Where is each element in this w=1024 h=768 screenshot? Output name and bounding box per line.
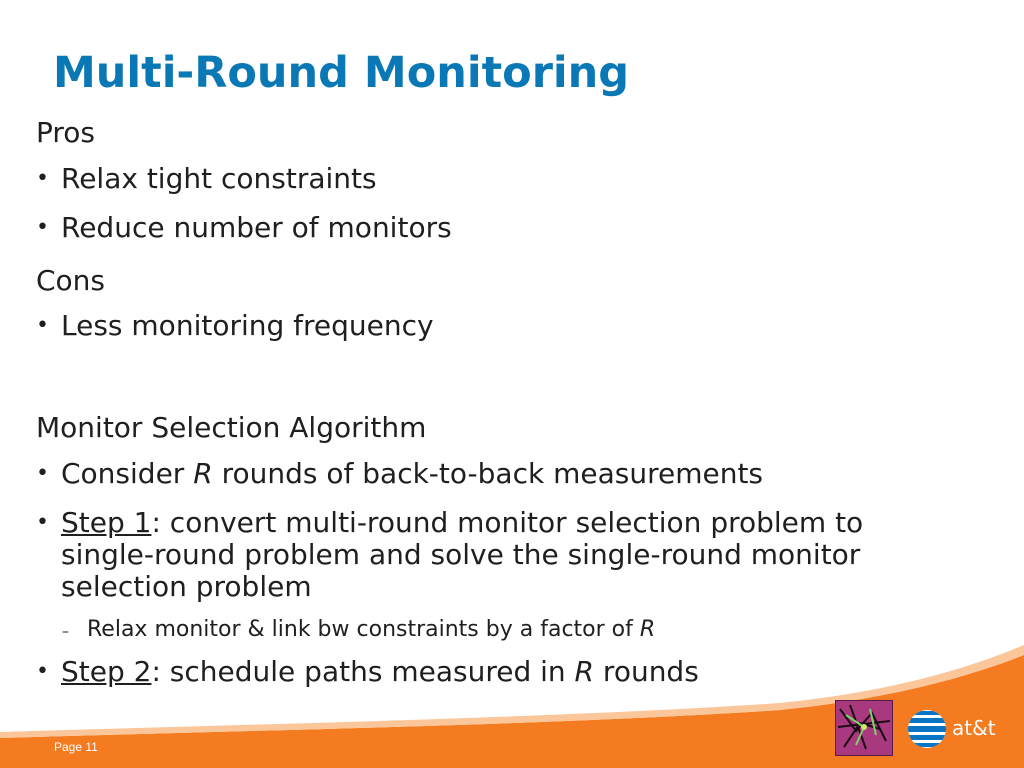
r-variable: R — [574, 655, 595, 688]
bullet-text-post: rounds of back-to-back measurements — [212, 457, 764, 490]
cons-heading: Cons — [36, 264, 106, 297]
r-variable: R — [639, 617, 656, 642]
page-number: Page 11 — [54, 740, 98, 754]
bullet-text: Relax tight constraints — [61, 162, 377, 195]
bullet-marker: • — [36, 215, 49, 240]
dash-marker: – — [62, 624, 69, 640]
bullet-marker: • — [36, 659, 49, 684]
partner-logo — [835, 700, 893, 756]
step2-label: Step 2 — [61, 655, 152, 688]
bullet-text: Less monitoring frequency — [61, 309, 434, 342]
step1-text: : convert multi-round monitor selection problem to single-round problem and solve the single-round monitor selection problem — [61, 506, 864, 603]
step2-post: rounds — [594, 655, 699, 688]
att-logo-text: at&t — [952, 716, 996, 740]
step1-label: Step 1 — [61, 506, 152, 539]
bullet-text-pre: Consider — [61, 457, 194, 490]
bullet-marker: • — [36, 461, 49, 486]
att-globe-icon — [906, 708, 948, 750]
network-graph-icon — [836, 701, 892, 755]
step2-text: : schedule paths measured in — [151, 655, 575, 688]
bullet-marker: • — [36, 313, 49, 338]
pros-heading: Pros — [36, 116, 96, 149]
slide-title: Multi-Round Monitoring — [53, 48, 630, 98]
bullet-marker: • — [36, 166, 49, 191]
bullet-marker: • — [36, 510, 49, 535]
sub-text: Relax monitor & link bw constraints by a factor of — [87, 617, 640, 642]
r-variable: R — [193, 457, 213, 490]
bullet-text: Reduce number of monitors — [61, 211, 452, 244]
algorithm-heading: Monitor Selection Algorithm — [36, 411, 427, 444]
